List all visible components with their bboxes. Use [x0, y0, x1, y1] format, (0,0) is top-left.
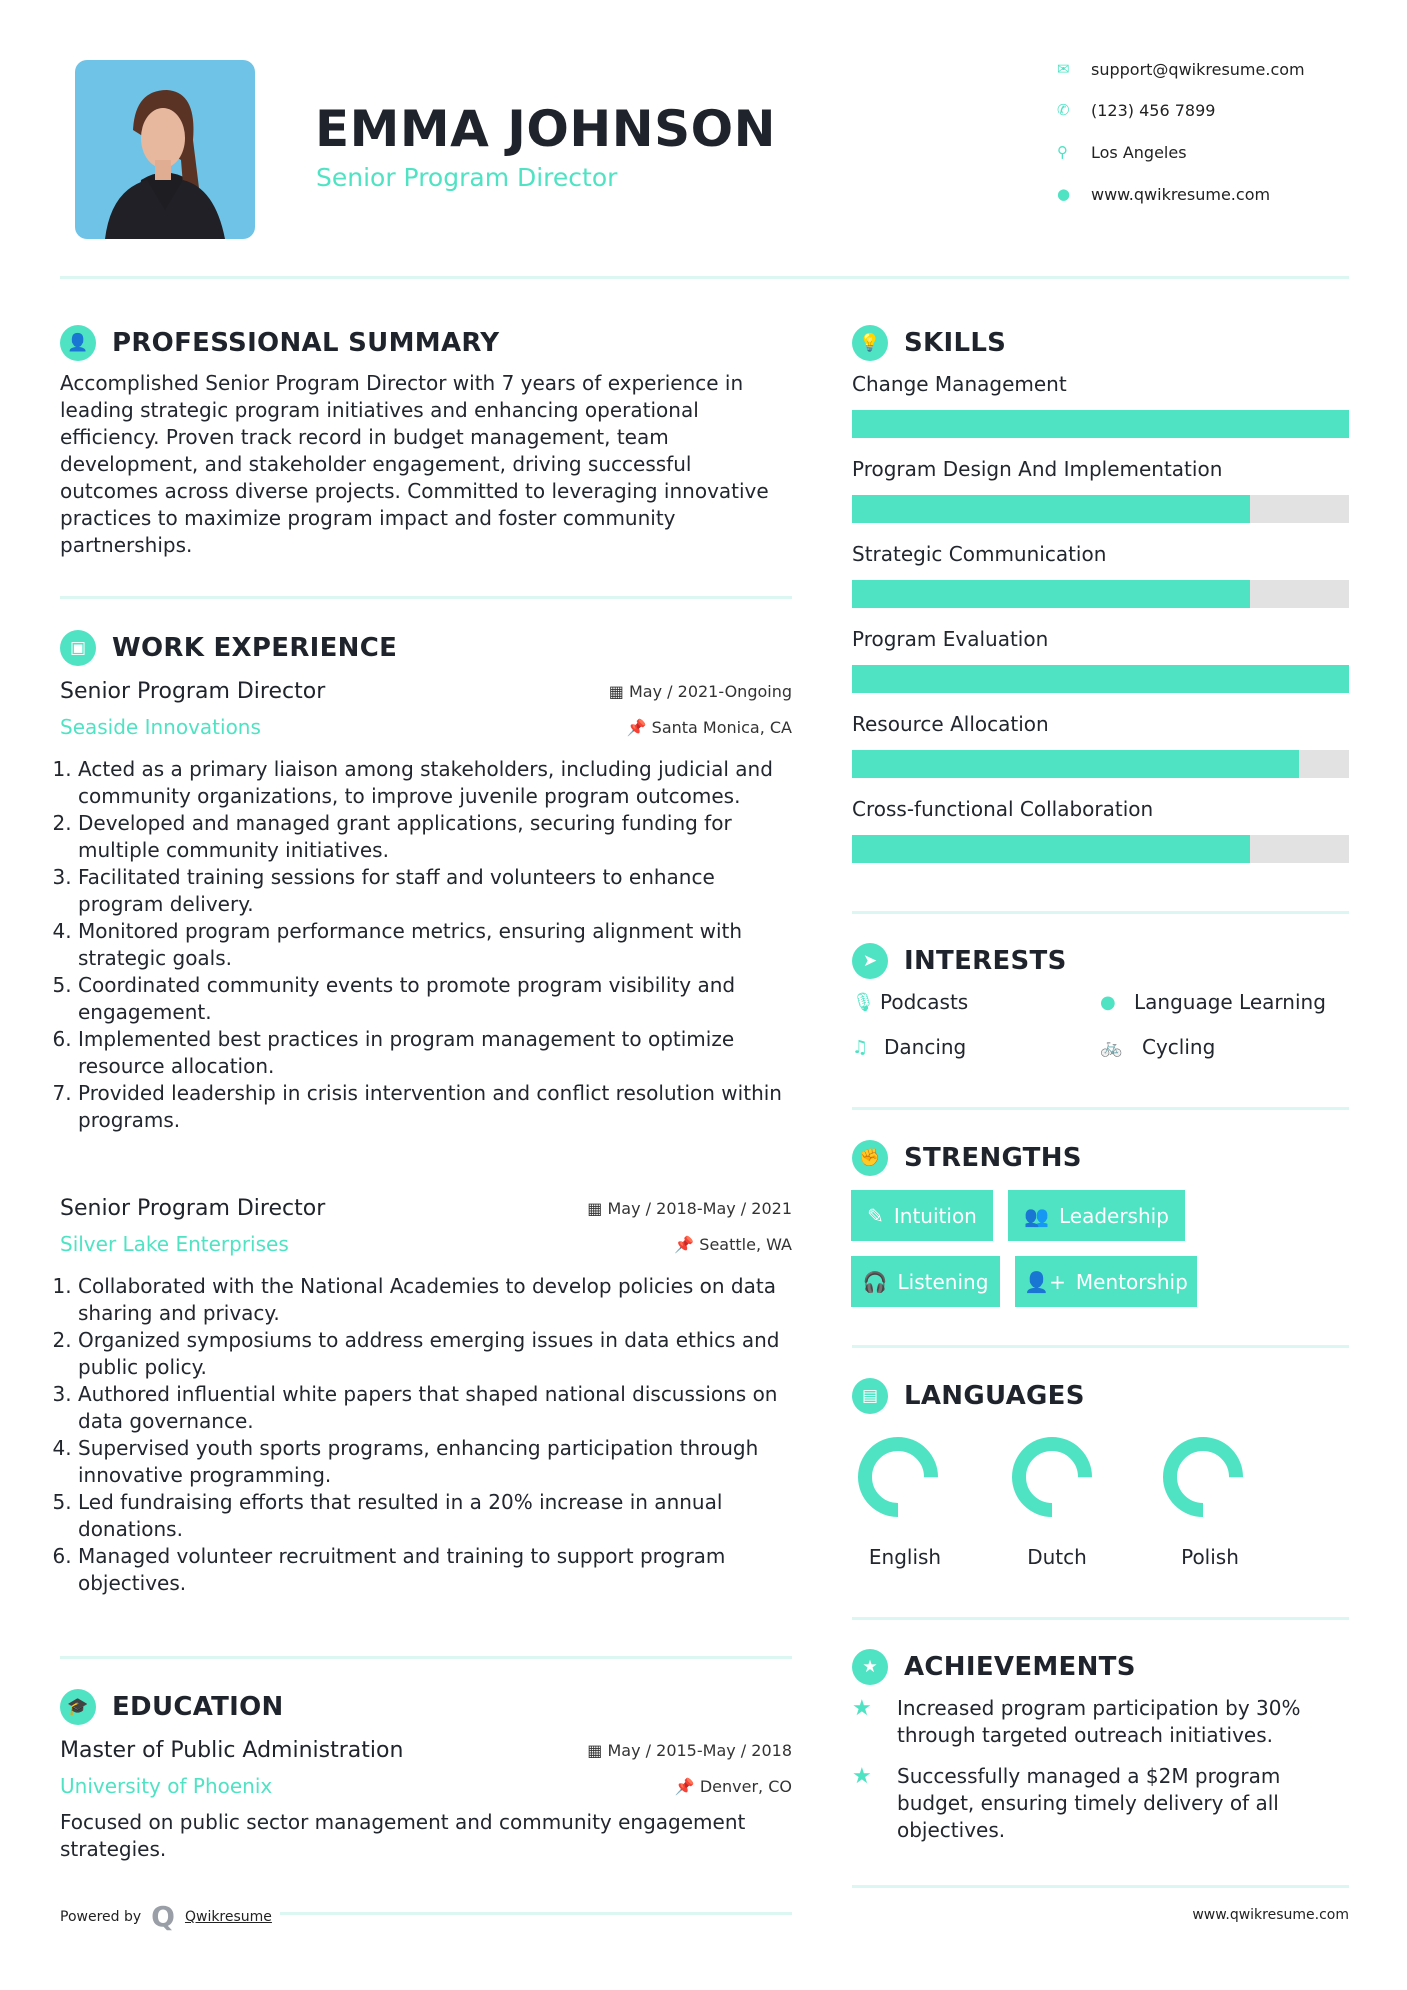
- contact-location: [1057, 140, 1187, 164]
- list-item: 5. Led fundraising efforts that resulted in a 20% increase in annual donations.: [78, 1489, 792, 1543]
- calendar-icon: ▦: [608, 681, 629, 701]
- powered-by: [60, 1900, 272, 1933]
- achievements-heading: [852, 1647, 1136, 1687]
- globe-icon: ●: [1100, 991, 1116, 1013]
- company-name: Seaside Innovations: [60, 715, 261, 739]
- contact-text: support@qwikresume.com: [1091, 59, 1305, 79]
- section-divider: [60, 596, 792, 599]
- job-location: [627, 718, 792, 737]
- education-entry: [60, 1735, 792, 1863]
- section-title: INTERESTS: [904, 946, 1067, 976]
- job-bullets: [60, 1273, 792, 1597]
- skill-label: Strategic Communication: [852, 542, 1107, 566]
- section-divider: [852, 911, 1349, 914]
- section-title: WORK EXPERIENCE: [112, 633, 398, 663]
- star-icon: ★: [852, 1696, 872, 1721]
- achievement-text: Increased program participation by 30% through targeted outreach initiatives.: [897, 1696, 1301, 1747]
- interest-label: Dancing: [884, 1035, 967, 1059]
- list-item: 6. Implemented best practices in program management to optimize resource allocation.: [78, 1026, 792, 1080]
- education-date: [587, 1741, 792, 1760]
- brand-link[interactable]: Qwikresume: [184, 1909, 272, 1925]
- strength-label: Intuition: [893, 1203, 977, 1228]
- skill-label: Cross-functional Collaboration: [852, 797, 1154, 821]
- contact-phone[interactable]: [1057, 98, 1215, 122]
- chair-icon: ▣: [60, 630, 96, 666]
- degree: Master of Public Administration: [60, 1737, 404, 1763]
- microphone-icon: 🎙: [852, 991, 875, 1013]
- list-item: 7. Provided leadership in crisis intervention and conflict resolution within programs.: [78, 1080, 792, 1134]
- skill-item: [852, 372, 1349, 457]
- skill-label: Program Design And Implementation: [852, 457, 1223, 481]
- section-divider: [852, 1107, 1349, 1110]
- job-entry: [60, 1193, 792, 1597]
- headphones-icon: 🎧: [862, 1269, 888, 1294]
- language-gauge-arc: [1170, 1444, 1236, 1510]
- section-divider: [852, 1345, 1349, 1348]
- job-bullets: [60, 756, 792, 1134]
- skill-bar: [852, 665, 1349, 693]
- contact-text: Los Angeles: [1091, 142, 1187, 162]
- skill-bar-fill: [852, 665, 1349, 693]
- globe-icon: ●: [1057, 185, 1071, 203]
- language-label: English: [868, 1545, 942, 1569]
- bicycle-icon: 🚲: [1100, 1036, 1123, 1058]
- fist-icon: ✊: [852, 1140, 888, 1176]
- graduation-cap-icon: 🎓: [60, 1689, 96, 1725]
- envelope-icon: ✉: [1057, 60, 1070, 78]
- school-name: University of Phoenix: [60, 1774, 273, 1798]
- skill-bar: [852, 750, 1349, 778]
- education-heading: [60, 1687, 284, 1727]
- summary-heading: [60, 323, 499, 363]
- contact-website[interactable]: [1057, 182, 1270, 206]
- interest-label: Language Learning: [1134, 990, 1326, 1014]
- languages-heading: [852, 1376, 1085, 1416]
- powered-by-text: Powered by: [60, 1909, 142, 1925]
- contact-email[interactable]: [1057, 57, 1305, 81]
- skill-label: Resource Allocation: [852, 712, 1049, 736]
- interests-heading: [852, 941, 1067, 981]
- language-gauges: [852, 1425, 1349, 1535]
- pin-icon: 📌: [626, 717, 652, 737]
- job-date: [587, 1199, 792, 1218]
- job-entry: [60, 676, 792, 1134]
- achievement-item: [852, 1763, 1349, 1844]
- skill-bar-fill: [852, 750, 1299, 778]
- interest-item: [1100, 1035, 1215, 1059]
- list-item: 5. Coordinated community events to promote program visibility and engagement.: [78, 972, 792, 1026]
- pin-icon: 📌: [674, 1234, 700, 1254]
- language-card-icon: ▤: [852, 1378, 888, 1414]
- star-badge-icon: ★: [852, 1649, 888, 1685]
- list-item: 4. Monitored program performance metrics, ensuring alignment with strategic goals.: [78, 918, 792, 972]
- header-divider: [60, 276, 1349, 279]
- section-divider: [852, 1885, 1349, 1888]
- interest-item: [852, 1035, 966, 1059]
- language-gauge-arc: [865, 1444, 931, 1510]
- phone-icon: ✆: [1057, 101, 1070, 119]
- section-title: STRENGTHS: [904, 1143, 1082, 1173]
- skill-bar-fill: [852, 835, 1250, 863]
- strength-tag: [1015, 1256, 1197, 1307]
- list-item: 1. Acted as a primary liaison among stakeholders, including judicial and community organizations, to improve juvenile program outcomes.: [78, 756, 792, 810]
- map-pin-icon: ⚲: [1057, 143, 1068, 161]
- music-icon: ♫: [852, 1036, 869, 1058]
- list-item: 2. Organized symposiums to address emerging issues in data ethics and public policy.: [78, 1327, 792, 1381]
- skill-bar-fill: [852, 580, 1250, 608]
- interest-item: [1100, 990, 1326, 1014]
- strength-label: Leadership: [1058, 1203, 1169, 1228]
- skill-bar: [852, 580, 1349, 608]
- skill-item: [852, 627, 1349, 712]
- skill-item: [852, 542, 1349, 627]
- list-item: 3. Authored influential white papers that shaped national discussions on data governance.: [78, 1381, 792, 1435]
- strength-tag: [1008, 1190, 1185, 1241]
- strengths-heading: [852, 1138, 1082, 1178]
- list-item: 2. Developed and managed grant applications, securing funding for multiple community initiatives.: [78, 810, 792, 864]
- skill-item: [852, 797, 1349, 882]
- footer-website[interactable]: www.qwikresume.com: [1192, 1907, 1349, 1923]
- strength-label: Mentorship: [1075, 1269, 1188, 1294]
- skill-bar-fill: [852, 410, 1349, 438]
- skill-label: Program Evaluation: [852, 627, 1049, 651]
- contact-text: www.qwikresume.com: [1091, 184, 1271, 204]
- users-icon: 👥: [1024, 1203, 1049, 1228]
- skill-bar: [852, 410, 1349, 438]
- candidate-name: EMMA JOHNSON: [315, 100, 776, 158]
- location-text: Seattle, WA: [699, 1234, 792, 1254]
- magic-wand-icon: ✎: [867, 1203, 884, 1228]
- location-text: Denver, CO: [699, 1776, 792, 1796]
- skill-item: [852, 712, 1349, 797]
- job-title: Senior Program Director: [60, 1195, 326, 1221]
- language-label: Polish: [1181, 1545, 1239, 1569]
- strength-tag: [851, 1190, 993, 1241]
- job-title: Senior Program Director: [60, 678, 326, 704]
- date-text: May / 2021-Ongoing: [629, 681, 792, 701]
- section-divider: [852, 1617, 1349, 1620]
- company-name: Silver Lake Enterprises: [60, 1232, 289, 1256]
- pin-icon: 📌: [674, 1776, 700, 1796]
- candidate-title: Senior Program Director: [316, 163, 618, 192]
- work-heading: [60, 628, 397, 668]
- interest-label: Podcasts: [880, 990, 969, 1014]
- user-icon: 👤: [60, 325, 96, 361]
- profile-photo: [75, 60, 255, 239]
- contact-text: (123) 456 7899: [1091, 100, 1216, 120]
- calendar-icon: ▦: [587, 1198, 608, 1218]
- skill-item: [852, 457, 1349, 542]
- section-divider: [60, 1656, 792, 1659]
- language-label: Dutch: [1027, 1545, 1087, 1569]
- skills-heading: [852, 323, 1006, 363]
- interest-item: [852, 990, 968, 1014]
- paper-plane-icon: ➤: [852, 943, 888, 979]
- language-gauge-arc: [1019, 1444, 1085, 1510]
- qwikresume-logo-icon: Q: [151, 1900, 175, 1933]
- skill-bar: [852, 495, 1349, 523]
- section-title: SKILLS: [904, 328, 1007, 358]
- education-description: Focused on public sector management and community engagement strategies.: [60, 1810, 746, 1861]
- interest-label: Cycling: [1142, 1035, 1216, 1059]
- list-item: 3. Facilitated training sessions for staff and volunteers to enhance program delivery.: [78, 864, 792, 918]
- job-location: [674, 1235, 792, 1254]
- list-item: 6. Managed volunteer recruitment and training to support program objectives.: [78, 1543, 792, 1597]
- star-icon: ★: [852, 1764, 872, 1789]
- summary-text: Accomplished Senior Program Director with 7 years of experience in leading strategic program initiatives and enhancing operational efficiency. Proven track record in budget management, team development, and stakeholder engagement, driving successful outcomes across diverse projects. Committed to leveraging innovative practices to maximize program impact and foster community partnerships.: [60, 371, 769, 557]
- skill-bar-fill: [852, 495, 1250, 523]
- lightbulb-icon: 💡: [852, 325, 888, 361]
- calendar-icon: ▦: [587, 1740, 608, 1760]
- date-text: May / 2018-May / 2021: [607, 1198, 792, 1218]
- section-title: PROFESSIONAL SUMMARY: [112, 328, 500, 358]
- strength-tag: [851, 1256, 1000, 1307]
- strength-label: Listening: [897, 1269, 989, 1294]
- user-plus-icon: 👤+: [1024, 1269, 1066, 1294]
- section-title: ACHIEVEMENTS: [904, 1652, 1136, 1682]
- achievement-text: Successfully managed a $2M program budget, ensuring timely delivery of all objectives.: [897, 1764, 1281, 1842]
- section-title: LANGUAGES: [904, 1381, 1085, 1411]
- footer-divider: [280, 1912, 792, 1915]
- education-location: [675, 1777, 792, 1796]
- section-title: EDUCATION: [112, 1692, 284, 1722]
- list-item: 1. Collaborated with the National Academies to develop policies on data sharing and privacy.: [78, 1273, 792, 1327]
- skill-label: Change Management: [852, 372, 1067, 396]
- job-date: [609, 682, 792, 701]
- date-text: May / 2015-May / 2018: [607, 1740, 792, 1760]
- achievement-item: [852, 1695, 1349, 1749]
- location-text: Santa Monica, CA: [651, 717, 792, 737]
- skill-bar: [852, 835, 1349, 863]
- skills-list: [852, 372, 1349, 882]
- list-item: 4. Supervised youth sports programs, enhancing participation through innovative programming.: [78, 1435, 792, 1489]
